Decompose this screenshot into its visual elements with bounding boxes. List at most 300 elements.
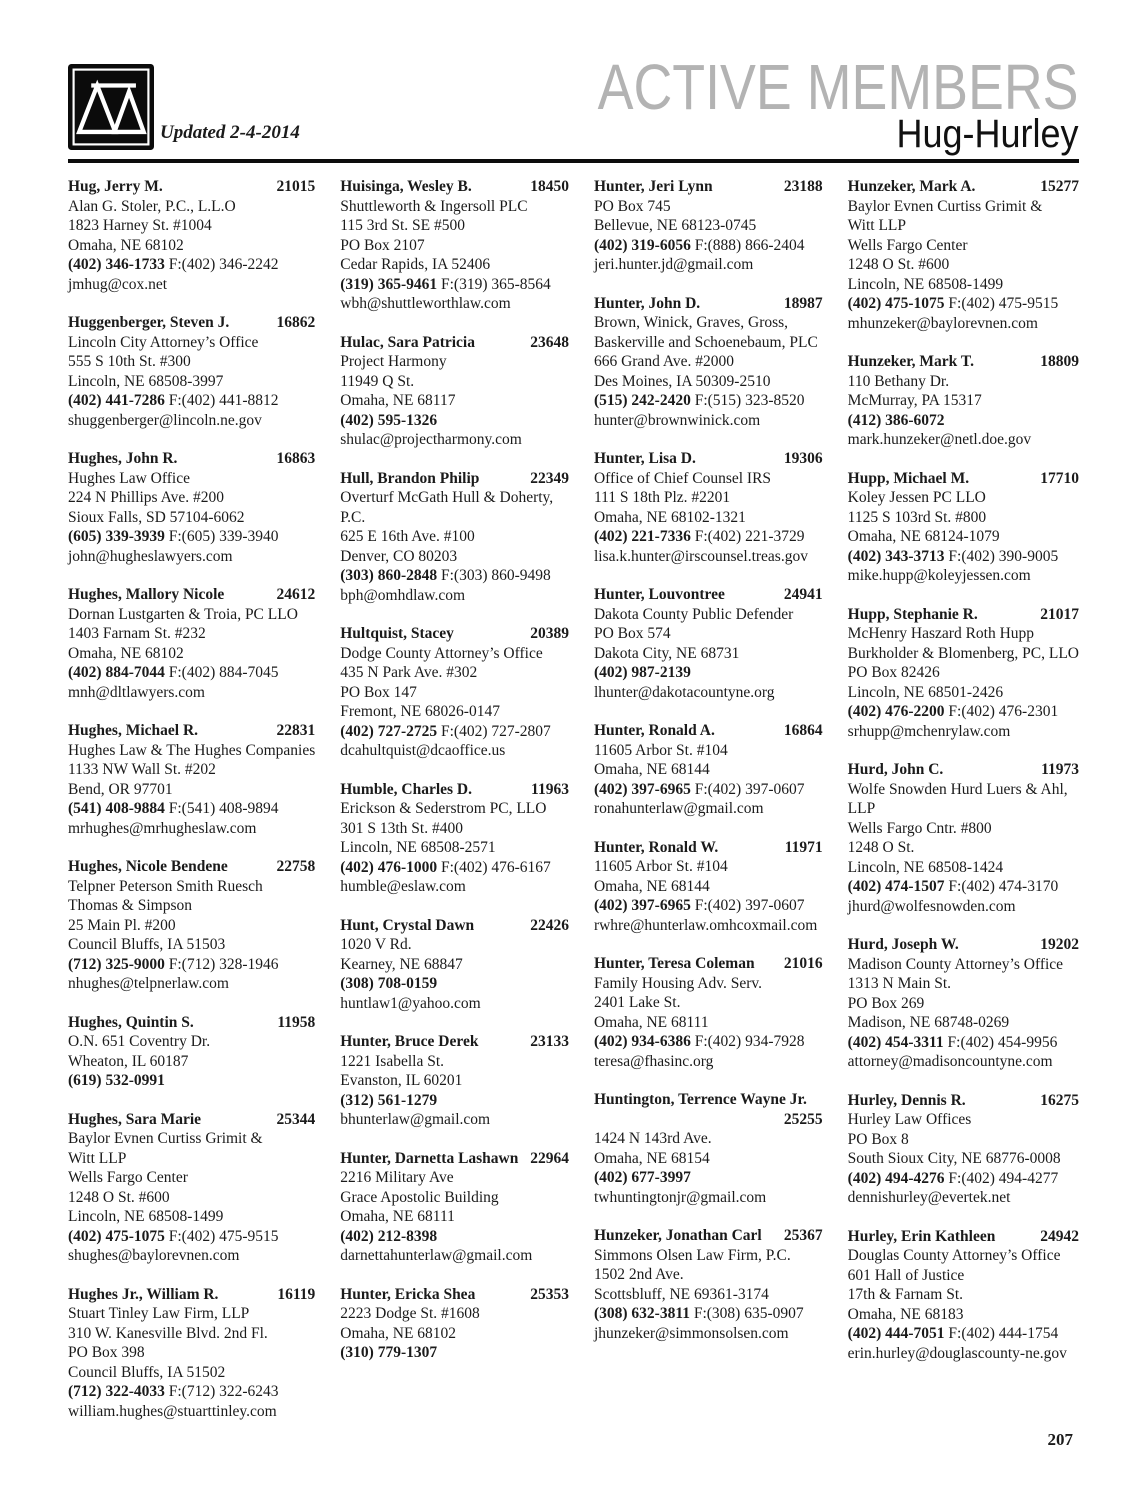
scales-of-justice-logo-icon	[68, 64, 154, 150]
member-address-line: Scottsbluff, NE 69361-3174	[593, 1285, 769, 1303]
member-fax: F:(402) 441-8812	[168, 392, 279, 409]
member-email: mike.hupp@koleyjessen.com	[847, 567, 1031, 584]
member-address-line: O.N. 651 Coventry Dr.	[68, 1033, 211, 1050]
member-email: srhupp@mchenrylaw.com	[847, 722, 1011, 740]
member-address-line: Madison County Attorney’s Office	[847, 955, 1064, 973]
member-fax: F:(888) 866-2404	[694, 236, 805, 254]
member-entry	[68, 721, 315, 838]
member-address-line: Lincoln, NE 68508-1424	[847, 858, 1004, 876]
member-name-row	[848, 605, 1079, 625]
member-address-line: 111 S 18th Plz. #2201	[593, 489, 731, 506]
member-fax: F:(308) 635-0907	[693, 1305, 804, 1322]
member-address-line: Office of Chief Counsel IRS	[593, 469, 772, 487]
member-entry	[68, 313, 315, 430]
page-title: ACTIVE MEMBERS	[598, 51, 1079, 123]
member-address-line: Council Bluffs, IA 51503	[68, 936, 226, 953]
member-address-line: P.C.	[340, 508, 366, 526]
member-phone: (515) 242-2420	[593, 392, 691, 409]
member-name-row	[68, 1013, 315, 1033]
member-name-row	[594, 449, 823, 469]
member-phone-line	[68, 391, 315, 411]
member-address-line: Omaha, NE 68102	[68, 644, 184, 662]
member-phone-line	[594, 663, 823, 683]
member-id: 18450	[530, 178, 569, 195]
member-id: 21016	[783, 955, 823, 972]
member-name-row	[340, 1149, 569, 1169]
member-phone: (402) 212-8398	[340, 1227, 438, 1245]
member-entry	[594, 1226, 823, 1343]
member-address-line: Hughes Law & The Hughes Companies	[68, 741, 316, 759]
member-address-line: 1125 S 103rd St. #800	[847, 508, 987, 526]
member-name-row	[848, 1091, 1079, 1111]
member-address-line: Dakota County Public Defender	[593, 605, 794, 623]
member-phone-line	[848, 411, 1079, 431]
member-name-row	[340, 780, 569, 800]
member-email: jhunzeker@simmonsolsen.com	[593, 1324, 789, 1342]
member-address-line: 555 S 10th St. #300	[68, 353, 191, 370]
member-address-line: Omaha, NE 68111	[593, 1013, 709, 1031]
page-header	[68, 51, 1079, 156]
member-name: Hughes, John R.	[68, 450, 178, 467]
member-address-line: 1403 Farnam St. #232	[68, 625, 206, 642]
member-address-line: Witt LLP	[68, 1149, 127, 1167]
member-phone: (402) 397-6965	[593, 780, 691, 798]
member-entry	[68, 1110, 315, 1266]
member-address-line: Sioux Falls, SD 57104-6062	[68, 508, 245, 526]
member-address-line: Baskerville and Schoenebaum, PLC	[593, 333, 818, 351]
member-name: Huisinga, Wesley B.	[340, 178, 472, 195]
member-address-line: 301 S 13th St. #400	[340, 819, 463, 837]
member-phone: (402) 475-1075	[847, 295, 945, 312]
member-address-line: 11605 Arbor St. #104	[593, 858, 728, 875]
member-entry	[68, 585, 315, 702]
member-email: twhuntingtonjr@gmail.com	[593, 1188, 767, 1206]
member-phone-line	[848, 1169, 1079, 1189]
member-phone-line	[594, 896, 823, 916]
member-id: 17710	[1040, 469, 1079, 487]
member-address-line: 2216 Military Ave	[340, 1169, 454, 1186]
member-phone: (402) 987-2139	[593, 664, 691, 681]
member-name-row	[68, 721, 315, 741]
directory-column-3	[594, 177, 823, 1440]
member-name: Hughes, Sara Marie	[68, 1110, 202, 1128]
member-phone: (402) 474-1507	[847, 878, 945, 895]
member-address-line: Brown, Winick, Graves, Gross,	[593, 314, 789, 331]
member-phone-line	[68, 799, 315, 819]
member-phone: (402) 475-1075	[68, 1227, 165, 1245]
member-address-line: Lincoln, NE 68508-3997	[68, 372, 224, 390]
member-name: Hunt, Crystal Dawn	[340, 916, 475, 934]
member-name: Hulac, Sara Patricia	[340, 333, 475, 351]
member-entry	[340, 1149, 569, 1266]
member-name-row	[68, 449, 315, 469]
member-name-row	[594, 1226, 823, 1246]
member-fax: F:(402) 476-6167	[441, 858, 551, 876]
member-id: 23648	[530, 333, 569, 351]
member-fax: F:(402) 444-1754	[948, 1325, 1059, 1342]
member-email: wbh@shuttleworthlaw.com	[340, 295, 511, 312]
member-phone: (605) 339-3939	[68, 528, 165, 545]
member-phone-line	[848, 877, 1079, 897]
member-address-line: Shuttleworth & Ingersoll PLC	[340, 197, 528, 215]
header-rule	[68, 159, 1079, 163]
member-address-line: 1502 2nd Ave.	[593, 1266, 684, 1283]
member-phone: (310) 779-1307	[340, 1344, 438, 1361]
member-entry	[594, 838, 823, 936]
member-phone-line	[340, 974, 569, 994]
member-phone: (402) 476-2200	[847, 703, 945, 720]
member-id: 18987	[783, 294, 823, 312]
member-email: teresa@fhasinc.org	[593, 1052, 714, 1070]
member-fax: F:(319) 365-8564	[441, 275, 551, 293]
member-entry	[340, 780, 569, 897]
member-name-row	[848, 352, 1079, 372]
member-address-line: 17th & Farnam St.	[847, 1286, 964, 1303]
member-address-line: Lincoln, NE 68508-1499	[847, 275, 1004, 293]
member-name-row	[594, 954, 823, 974]
member-address-line: Burkholder & Blomenberg, PC, LLO	[847, 644, 1079, 662]
member-name-row	[340, 1032, 569, 1052]
member-name-row	[594, 585, 823, 605]
member-email: lisa.k.hunter@irscounsel.treas.gov	[593, 547, 808, 565]
member-entry	[848, 469, 1079, 586]
member-phone-line	[68, 527, 315, 547]
member-id: 25353	[530, 1285, 569, 1303]
member-address-line: Denver, CO 80203	[340, 547, 458, 565]
member-email: john@hugheslawyers.com	[68, 547, 233, 565]
member-name: Hughes, Quintin S.	[68, 1013, 194, 1031]
member-email: rwhre@hunterlaw.omhcoxmail.com	[593, 916, 818, 934]
member-phone: (402) 884-7044	[68, 664, 165, 681]
member-address-line: Overturf McGath Hull & Doherty,	[340, 489, 554, 506]
member-name: Hurd, Joseph W.	[847, 936, 959, 953]
member-phone: (312) 561-1279	[340, 1091, 438, 1109]
member-phone: (402) 476-1000	[340, 858, 438, 876]
member-address-line: Omaha, NE 68111	[340, 1208, 455, 1225]
member-phone: (402) 454-3311	[847, 1033, 944, 1051]
member-email: mrhughes@mrhugheslaw.com	[68, 819, 257, 837]
member-id: 22831	[276, 722, 316, 739]
member-id: 19202	[1040, 936, 1079, 953]
member-fax: F:(402) 475-9515	[948, 295, 1059, 312]
member-phone-line	[340, 566, 569, 586]
member-fax: F:(402) 454-9956	[947, 1033, 1058, 1051]
member-name: Hupp, Michael M.	[847, 469, 970, 487]
member-phone-line	[68, 1382, 315, 1402]
member-name: Hunzeker, Jonathan Carl	[593, 1227, 762, 1244]
member-name-row	[340, 177, 569, 197]
member-address-line: PO Box 269	[847, 994, 925, 1012]
member-phone-line	[340, 858, 569, 878]
member-phone: (402) 319-6056	[593, 236, 691, 254]
member-name-row	[68, 1110, 315, 1130]
member-address-line: 2223 Dodge St. #1608	[340, 1305, 480, 1322]
member-name: Hunter, Darnetta Lashawn	[340, 1149, 519, 1167]
member-email: mark.hunzeker@netl.doe.gov	[847, 431, 1032, 448]
member-id: 16863	[276, 450, 316, 467]
member-id: 15277	[1040, 178, 1079, 195]
member-name-row	[68, 177, 315, 197]
member-fax: F:(402) 346-2242	[168, 256, 279, 273]
member-phone: (712) 322-4033	[68, 1383, 165, 1400]
member-phone-line	[848, 1324, 1079, 1344]
member-email: nhughes@telpnerlaw.com	[68, 975, 229, 992]
member-fax: F:(402) 397-0607	[694, 897, 805, 914]
member-address-line: 625 E 16th Ave. #100	[340, 528, 475, 545]
member-name: Hunter, Bruce Derek	[340, 1033, 479, 1050]
member-phone: (619) 532-0991	[68, 1072, 165, 1089]
member-address-line: 1248 O St.	[847, 839, 915, 856]
member-name: Hurley, Erin Kathleen	[847, 1227, 996, 1245]
title-block	[506, 51, 1079, 156]
member-address-line: Koley Jessen PC LLO	[847, 489, 986, 506]
member-phone-line	[848, 702, 1079, 722]
member-name: Hughes, Michael R.	[68, 722, 199, 739]
member-phone: (402) 441-7286	[68, 392, 165, 409]
member-phone-line	[68, 1071, 315, 1091]
member-address-line: Telpner Peterson Smith Ruesch	[68, 877, 263, 895]
member-email: hunter@brownwinick.com	[593, 411, 761, 429]
member-address-line: Omaha, NE 68144	[593, 761, 710, 778]
member-name: Hunter, Ronald W.	[593, 838, 719, 856]
member-phone: (402) 346-1733	[68, 256, 165, 273]
member-email: dennishurley@evertek.net	[847, 1189, 1011, 1206]
member-phone-line	[594, 1032, 823, 1052]
member-name-row	[340, 333, 569, 353]
member-name: Hurd, John C.	[847, 761, 944, 778]
member-fax: F:(402) 727-2807	[441, 722, 551, 740]
member-id: 24941	[783, 586, 823, 603]
member-phone-line	[848, 547, 1079, 567]
member-phone: (402) 595-1326	[340, 411, 438, 429]
member-entry	[68, 177, 315, 294]
member-address-line: Des Moines, IA 50309-2510	[593, 372, 771, 390]
member-address-line: Wells Fargo Center	[847, 236, 968, 254]
member-entry	[848, 760, 1079, 916]
member-id: 24942	[1040, 1227, 1079, 1245]
member-phone: (402) 494-4276	[847, 1169, 945, 1187]
member-address-line: Kearney, NE 68847	[340, 955, 463, 973]
member-id: 16275	[1040, 1091, 1079, 1109]
member-phone-line	[848, 1033, 1079, 1053]
member-name-row	[848, 760, 1079, 780]
member-address-line: Wolfe Snowden Hurd Luers & Ahl,	[847, 780, 1068, 798]
member-email: erin.hurley@douglascounty-ne.gov	[847, 1344, 1067, 1362]
member-name-row	[340, 624, 569, 644]
member-address-line: Omaha, NE 68102-1321	[593, 508, 746, 526]
member-address-line: Project Harmony	[340, 353, 447, 370]
member-address-line: 435 N Park Ave. #302	[340, 664, 478, 681]
member-id: 22758	[276, 858, 316, 875]
member-email: dcahultquist@dcaoffice.us	[340, 742, 506, 759]
member-phone-line	[340, 1091, 569, 1111]
member-entry	[848, 177, 1079, 333]
member-address-line: Wheaton, IL 60187	[68, 1052, 189, 1070]
member-name-row	[848, 1227, 1079, 1247]
member-email: shuggenberger@lincoln.ne.gov	[68, 411, 262, 429]
member-name-row	[340, 1285, 569, 1305]
member-address-line: 1020 V Rd.	[340, 936, 412, 953]
member-phone-line	[594, 1168, 823, 1188]
member-id: 20389	[530, 625, 569, 642]
page-number: 207	[1047, 1430, 1073, 1449]
member-entry	[594, 449, 823, 566]
member-entry	[594, 954, 823, 1071]
member-address-line: Lincoln, NE 68508-2571	[340, 839, 496, 856]
member-name-row	[594, 177, 823, 197]
member-id: 22964	[530, 1149, 569, 1167]
member-address-line: Omaha, NE 68183	[847, 1305, 964, 1323]
member-fax: F:(402) 934-7928	[694, 1033, 805, 1050]
member-id: 16864	[783, 722, 823, 739]
member-id: 21015	[276, 178, 316, 195]
member-phone-line	[594, 236, 823, 256]
member-email: mnh@dltlawyers.com	[68, 683, 205, 701]
directory-column-1	[68, 177, 315, 1440]
member-id: 25344	[276, 1110, 316, 1128]
directory-columns	[68, 177, 1079, 1440]
member-address-line: Alan G. Stoler, P.C., L.L.O	[68, 197, 236, 215]
member-fax: F:(605) 339-3940	[168, 528, 279, 545]
member-email: humble@eslaw.com	[340, 878, 466, 895]
member-address-line: Dakota City, NE 68731	[593, 644, 740, 662]
member-phone-line	[340, 722, 569, 742]
member-fax: F:(515) 323-8520	[694, 392, 805, 409]
member-entry	[68, 449, 315, 566]
member-name: Hultquist, Stacey	[340, 625, 454, 642]
member-name: Hunter, Lisa D.	[593, 450, 696, 467]
member-address-line: 666 Grand Ave. #2000	[593, 353, 735, 370]
member-address-line: 25 Main Pl. #200	[68, 916, 176, 934]
member-id: 16862	[276, 314, 316, 331]
member-phone: (402) 343-3713	[847, 547, 945, 565]
member-name: Hunzeker, Mark A.	[847, 178, 976, 195]
member-id: 16119	[277, 1285, 316, 1303]
member-address-line: PO Box 745	[593, 197, 671, 215]
member-email: jhurd@wolfesnowden.com	[847, 897, 1016, 915]
member-address-line: Omaha, NE 68102	[340, 1324, 457, 1342]
member-entry	[340, 177, 569, 314]
member-address-line: South Sioux City, NE 68776-0008	[847, 1150, 1061, 1167]
member-fax: F:(712) 328-1946	[168, 955, 279, 973]
member-address-line: Bend, OR 97701	[68, 780, 173, 798]
member-entry	[594, 1090, 823, 1207]
member-id: 21017	[1040, 605, 1079, 623]
member-address-line: Dornan Lustgarten & Troia, PC LLO	[68, 605, 298, 623]
member-address-line: 11949 Q St.	[340, 372, 415, 390]
member-address-line: 11605 Arbor St. #104	[593, 741, 728, 759]
member-address-line: 601 Hall of Justice	[847, 1266, 965, 1284]
member-entry	[594, 585, 823, 702]
member-address-line: Witt LLP	[847, 217, 907, 234]
member-address-line: Omaha, NE 68124-1079	[847, 528, 1000, 545]
member-entry	[848, 352, 1079, 450]
member-entry	[848, 935, 1079, 1072]
member-phone: (712) 325-9000	[68, 955, 165, 973]
member-fax: F:(402) 474-3170	[948, 878, 1059, 895]
member-address-line: 1248 O St. #600	[68, 1188, 170, 1206]
member-address-line: Stuart Tinley Law Firm, LLP	[68, 1305, 250, 1322]
member-id: 23188	[783, 178, 823, 195]
member-phone-line	[68, 1227, 315, 1247]
member-phone-line	[848, 294, 1079, 314]
member-name: Hunter, Louvontree	[593, 586, 725, 603]
member-phone: (402) 221-7336	[593, 528, 691, 545]
member-email: darnettahunterlaw@gmail.com	[340, 1247, 533, 1264]
member-name-row	[848, 177, 1079, 197]
member-phone: (402) 727-2725	[340, 722, 438, 740]
member-entry	[68, 1285, 315, 1422]
member-name-row	[594, 838, 823, 858]
member-name-row	[848, 935, 1079, 955]
member-phone: (402) 934-6386	[593, 1033, 691, 1050]
member-entry	[848, 605, 1079, 742]
member-address-line: McHenry Haszard Roth Hupp	[847, 625, 1035, 642]
member-phone-line	[594, 780, 823, 800]
member-name-row	[848, 469, 1079, 489]
member-id: 11963	[531, 780, 569, 798]
member-name: Hunter, John D.	[593, 294, 701, 312]
member-address-line: LLP	[847, 800, 876, 817]
member-address-line: Evanston, IL 60201	[340, 1072, 463, 1089]
member-name-row	[340, 916, 569, 936]
member-address-line: 1823 Harney St. #1004	[68, 217, 212, 234]
member-id: 22349	[530, 469, 569, 487]
member-address-line: 110 Bethany Dr.	[847, 372, 950, 390]
member-address-line: Wells Fargo Center	[68, 1169, 188, 1186]
member-address-line: PO Box 398	[68, 1344, 145, 1361]
member-phone: (319) 365-9461	[340, 275, 438, 293]
member-name: Hughes, Mallory Nicole	[68, 586, 225, 603]
member-email: lhunter@dakotacountyne.org	[593, 683, 775, 701]
member-name: Hupp, Stephanie R.	[847, 605, 978, 623]
member-phone: (402) 677-3997	[593, 1169, 691, 1186]
member-id: 19306	[783, 450, 823, 467]
member-address-line: Lincoln City Attorney’s Office	[68, 333, 259, 351]
member-address-line: 1424 N 143rd Ave.	[593, 1130, 712, 1147]
member-name: Huntington, Terrence Wayne Jr.	[593, 1091, 807, 1108]
member-address-line: 1133 NW Wall St. #202	[68, 761, 216, 778]
member-phone: (541) 408-9884	[68, 800, 165, 817]
member-address-line: Cedar Rapids, IA 52406	[340, 256, 491, 273]
member-name: Hunter, Teresa Coleman	[593, 955, 755, 972]
member-phone: (308) 632-3811	[593, 1305, 690, 1322]
member-entry	[594, 294, 823, 431]
member-name: Hunter, Jeri Lynn	[593, 178, 713, 195]
member-address-line: Fremont, NE 68026-0147	[340, 703, 500, 720]
member-address-line: Council Bluffs, IA 51502	[68, 1363, 226, 1381]
member-email: attorney@madisoncountyne.com	[847, 1053, 1053, 1070]
member-phone-line	[68, 663, 315, 683]
member-phone: (308) 708-0159	[340, 975, 438, 992]
member-email: shulac@projectharmony.com	[340, 431, 522, 448]
member-address-line: Omaha, NE 68102	[68, 236, 184, 254]
member-entry	[68, 857, 315, 994]
member-id: 11971	[784, 838, 823, 856]
directory-column-4	[848, 177, 1079, 1440]
member-id: 25255	[783, 1110, 823, 1128]
member-address-line: PO Box 147	[340, 683, 417, 701]
member-name: Humble, Charles D.	[340, 780, 472, 798]
member-fax: F:(402) 494-4277	[948, 1169, 1059, 1187]
member-phone-line	[68, 955, 315, 975]
member-address-line: Hughes Law Office	[68, 469, 190, 487]
member-name-row	[68, 857, 315, 877]
member-entry	[68, 1013, 315, 1091]
page-range-subtitle: Hug-Hurley	[896, 112, 1079, 156]
member-name-row	[68, 1285, 315, 1305]
member-address-line: 2401 Lake St.	[593, 994, 681, 1011]
